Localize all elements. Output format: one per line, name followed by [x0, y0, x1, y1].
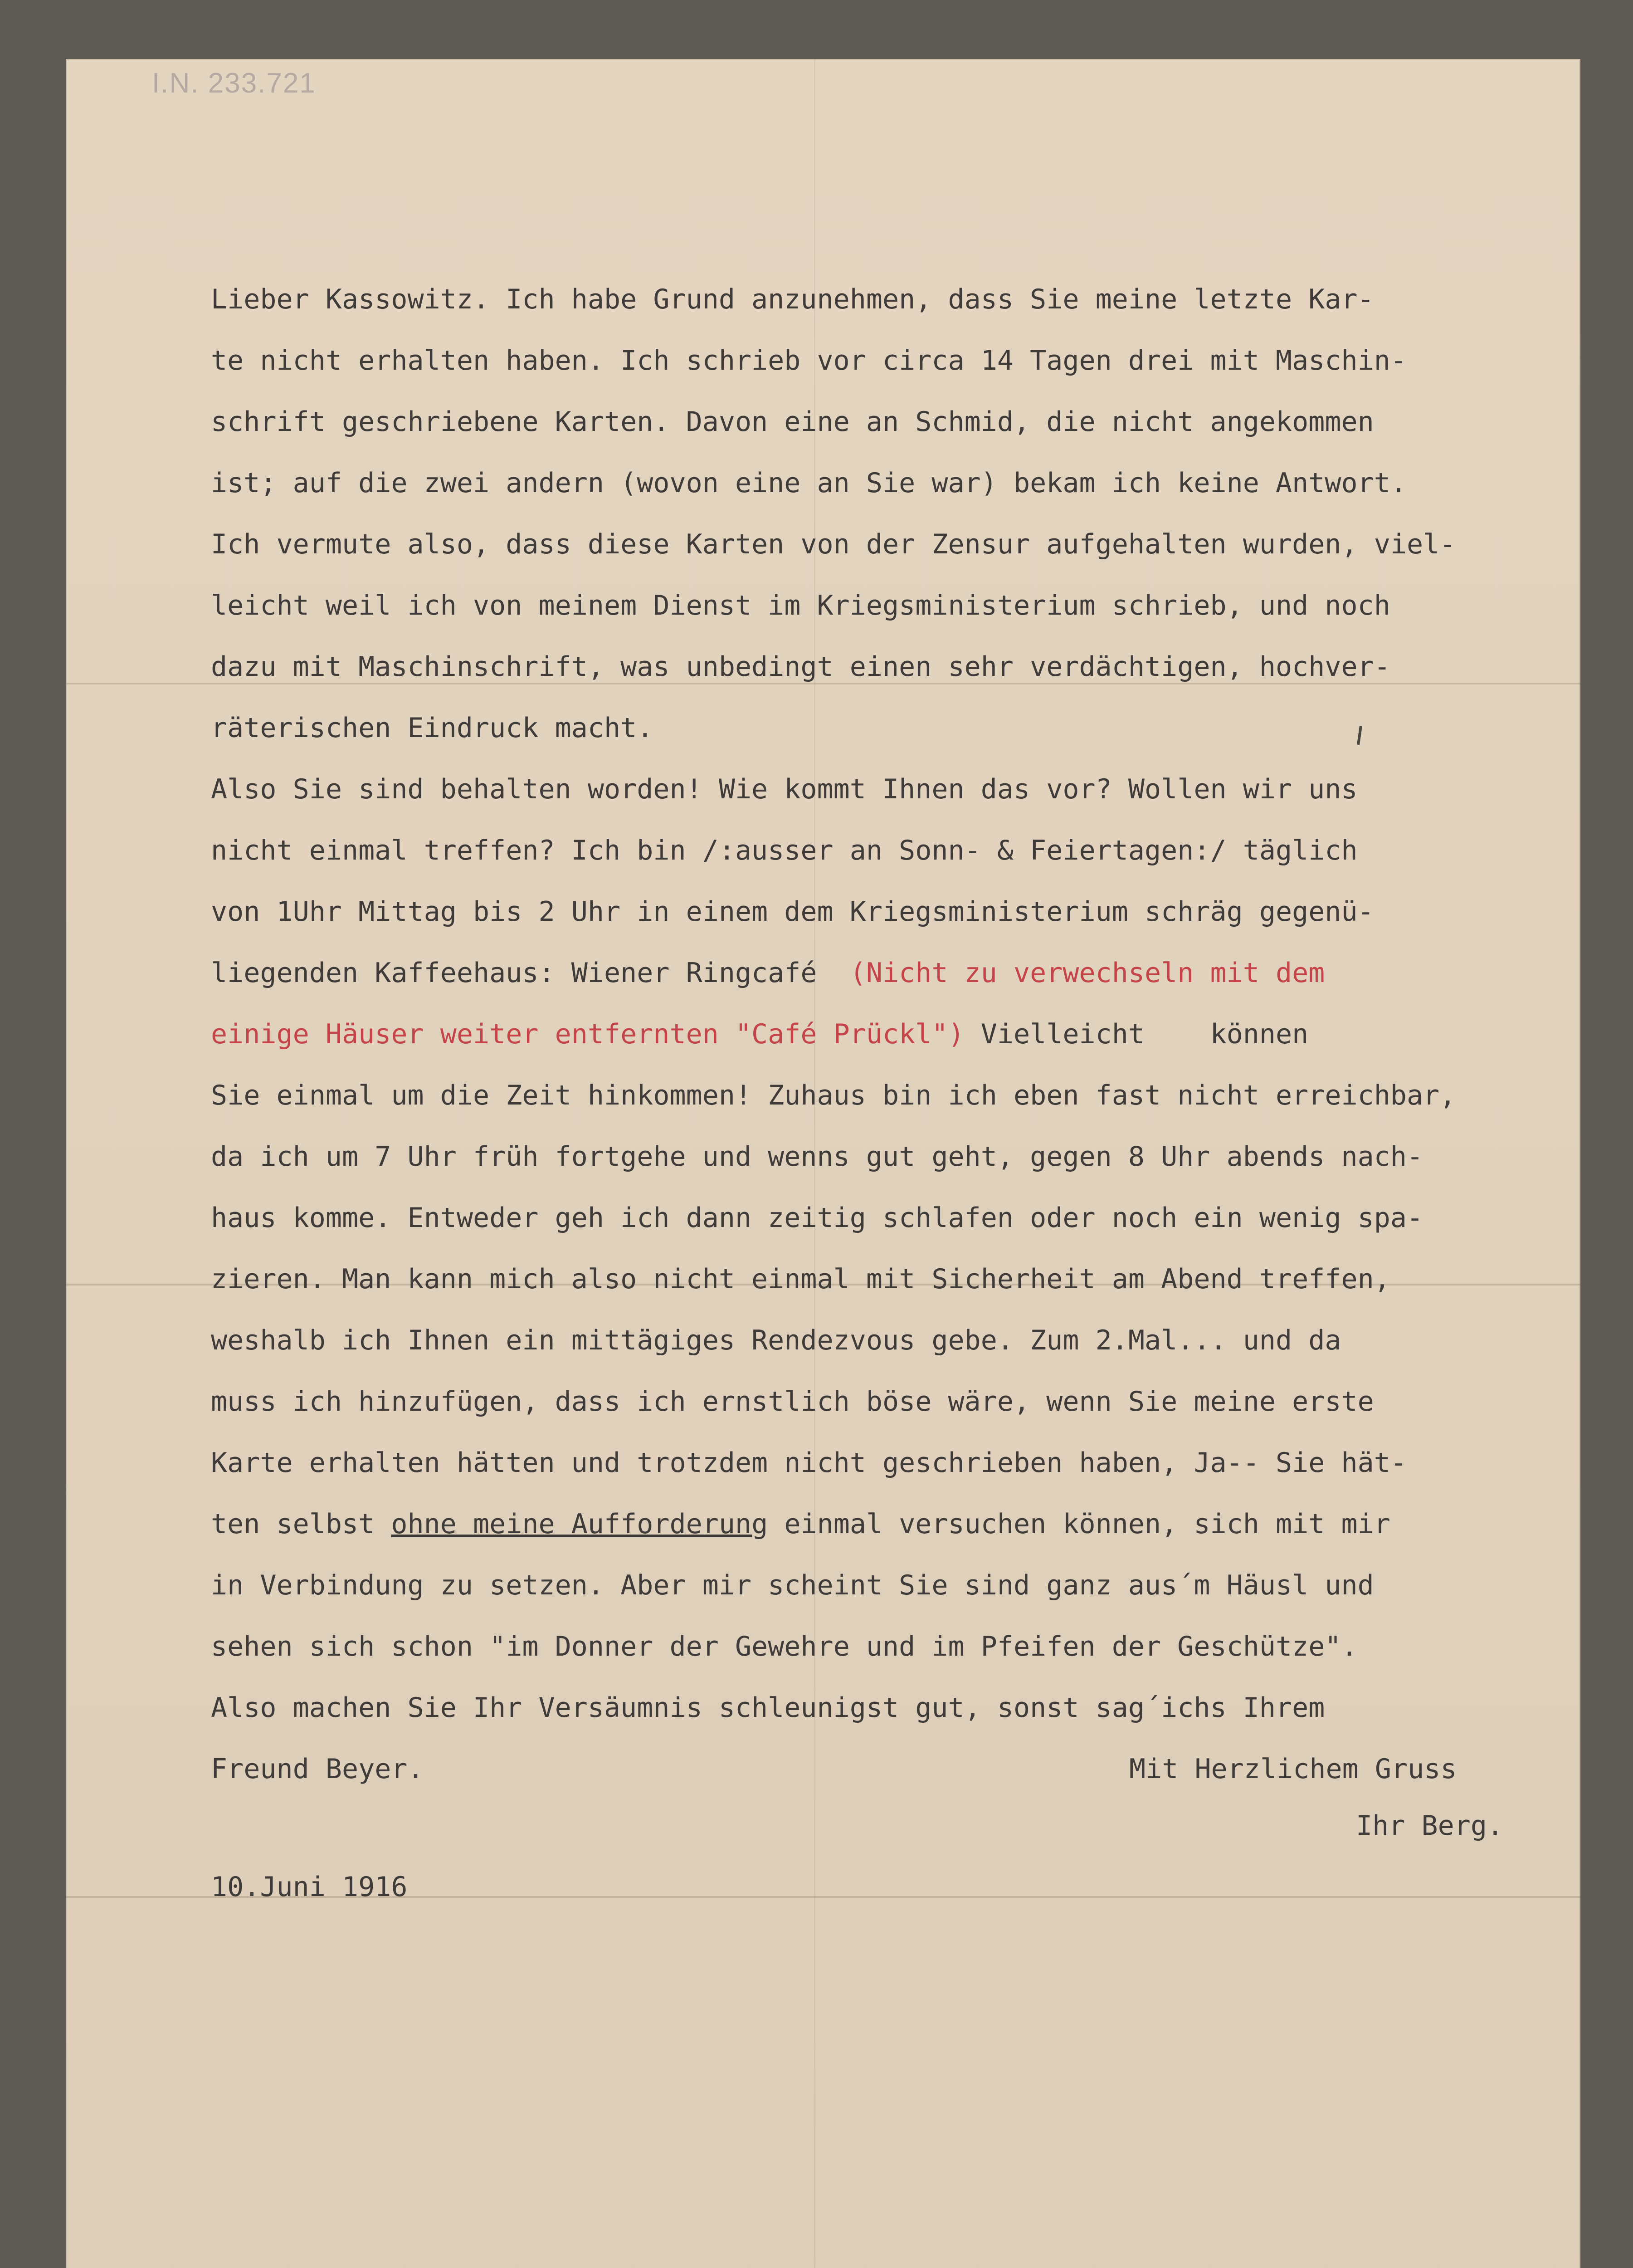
letter-line: sehen sich schon "im Donner der Gewehre und im Pfeifen der Geschütze".	[211, 1631, 1358, 1662]
signature: Ihr Berg.	[1356, 1810, 1504, 1842]
fold-line-upper	[66, 683, 1580, 684]
letter-line: Freund Beyer.	[211, 1753, 424, 1785]
red-typed-text: (Nicht zu verwechseln mit dem	[849, 957, 1325, 989]
letter-line: einige Häuser weiter entfernten "Café Prückl") Vielleicht können	[211, 1018, 1309, 1050]
letter-line: dazu mit Maschinschrift, was unbedingt einen sehr verdächtigen, hochver-	[211, 651, 1390, 683]
letter-date: 10.Juni 1916	[211, 1871, 408, 1903]
letter-line: Also machen Sie Ihr Versäumnis schleunigst gut, sonst sag´ichs Ihrem	[211, 1692, 1325, 1724]
letter-line: Also Sie sind behalten worden! Wie kommt Ihnen das vor? Wollen wir uns	[211, 773, 1358, 805]
letter-line: nicht einmal treffen? Ich bin /:ausser an Sonn- & Feiertagen:/ täglich	[211, 835, 1358, 866]
letter-line: haus komme. Entweder geh ich dann zeitig schlafen oder noch ein wenig spa-	[211, 1202, 1423, 1234]
letter-line: ist; auf die zwei andern (wovon eine an Sie war) bekam ich keine Antwort.	[211, 467, 1407, 499]
letter-line: schrift geschriebene Karten. Davon eine an Schmid, die nicht angekommen	[211, 406, 1374, 438]
letter-line: räterischen Eindruck macht.	[211, 712, 653, 744]
letter-line: Lieber Kassowitz. Ich habe Grund anzunehmen, dass Sie meine letzte Kar-	[211, 284, 1374, 315]
letter-line: Sie einmal um die Zeit hinkommen! Zuhaus bin ich eben fast nicht erreichbar,	[211, 1080, 1456, 1111]
letter-line: weshalb ich Ihnen ein mittägiges Rendezvous gebe. Zum 2.Mal... und da	[211, 1325, 1341, 1356]
closing: Mit Herzlichem Gruss	[1129, 1753, 1457, 1785]
letter-line: von 1Uhr Mittag bis 2 Uhr in einem dem Kriegsministerium schräg gegenü-	[211, 896, 1374, 928]
letter-line: muss ich hinzufügen, dass ich ernstlich böse wäre, wenn Sie meine erste	[211, 1386, 1374, 1418]
letter-line: in Verbindung zu setzen. Aber mir scheint Sie sind ganz aus´m Häusl und	[211, 1569, 1374, 1601]
letter-line: liegenden Kaffeehaus: Wiener Ringcafé (Nicht zu verwechseln mit dem	[211, 957, 1325, 989]
letter-line: Ich vermute also, dass diese Karten von der Zensur aufgehalten wurden, viel-	[211, 528, 1456, 560]
red-typed-text: einige Häuser weiter entfernten "Café Prückl")	[211, 1018, 965, 1050]
letter-line: zieren. Man kann mich also nicht einmal mit Sicherheit am Abend treffen,	[211, 1263, 1390, 1295]
underlined-text: ohne meine Aufforderung	[391, 1508, 768, 1540]
letter-line: te nicht erhalten haben. Ich schrieb vor circa 14 Tagen drei mit Maschin-	[211, 345, 1407, 376]
letter-line: leicht weil ich von meinem Dienst im Kriegsministerium schrieb, und noch	[211, 590, 1390, 621]
letter-line: da ich um 7 Uhr früh fortgehe und wenns gut geht, gegen 8 Uhr abends nach-	[211, 1141, 1423, 1173]
letter-line: Karte erhalten hätten und trotzdem nicht geschrieben haben, Ja-- Sie hät-	[211, 1447, 1407, 1479]
inventory-number: I.N. 233.721	[152, 68, 316, 99]
letter-line: ten selbst ohne meine Aufforderung einmal versuchen können, sich mit mir	[211, 1508, 1390, 1540]
